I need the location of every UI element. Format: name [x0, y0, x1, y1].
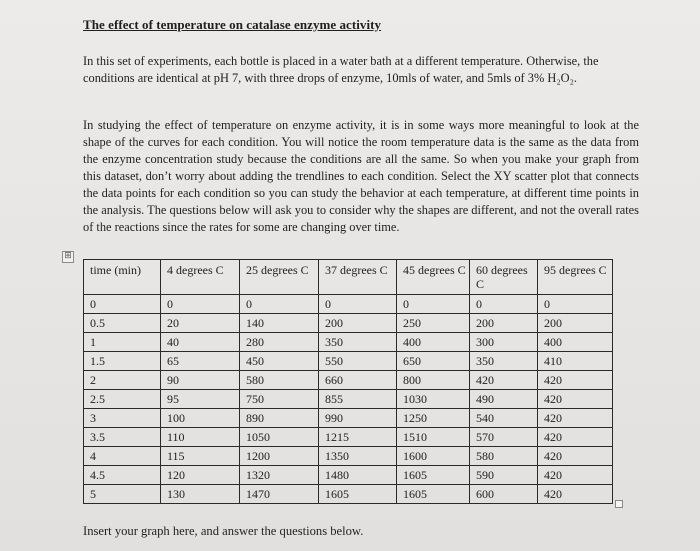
value-cell: 750: [240, 390, 319, 409]
header-95c: 95 degrees C: [538, 260, 613, 295]
time-cell: 4: [84, 447, 161, 466]
header-37c: 37 degrees C: [319, 260, 397, 295]
intro-paragraph: In this set of experiments, each bottle is placed in a water bath at a different temperature. Otherwise, the conditions are identical at pH 7, with three drops of enzyme, 10mls of water, and 5mls of 3% H₂O₂.: [83, 54, 599, 85]
time-cell: 5: [84, 485, 161, 504]
value-cell: 40: [161, 333, 240, 352]
value-cell: 280: [240, 333, 319, 352]
value-cell: 420: [470, 371, 538, 390]
value-cell: 0: [538, 295, 613, 314]
value-cell: 1600: [397, 447, 470, 466]
value-cell: 490: [470, 390, 538, 409]
value-cell: 410: [538, 352, 613, 371]
value-cell: 420: [538, 466, 613, 485]
value-cell: 890: [240, 409, 319, 428]
time-cell: 0: [84, 295, 161, 314]
value-cell: 1470: [240, 485, 319, 504]
header-time: time (min): [84, 260, 161, 295]
insert-graph-prompt: Insert your graph here, and answer the questions below.: [83, 524, 364, 538]
value-cell: 120: [161, 466, 240, 485]
table-row: [84, 485, 613, 504]
value-cell: 0: [161, 295, 240, 314]
table-row: [84, 428, 613, 447]
table-row: [84, 371, 613, 390]
value-cell: 1605: [319, 485, 397, 504]
value-cell: 660: [319, 371, 397, 390]
table-move-handle-icon[interactable]: ⊞: [62, 251, 74, 263]
value-cell: 200: [470, 314, 538, 333]
value-cell: 1050: [240, 428, 319, 447]
value-cell: 1605: [397, 485, 470, 504]
value-cell: 420: [538, 371, 613, 390]
time-cell: 0.5: [84, 314, 161, 333]
table-row: [84, 295, 613, 314]
header-45c: 45 degrees C: [397, 260, 470, 295]
value-cell: 1350: [319, 447, 397, 466]
value-cell: 140: [240, 314, 319, 333]
table-row: [84, 390, 613, 409]
instructions-paragraph: In studying the effect of temperature on enzyme activity, it is in some ways more meaningful to look at the shape of the curves for each condition. You will notice the room temperature data is the same as the data from the enzyme concentration study because the conditions are all the same. So when you make your graph from this dataset, don’t worry about adding the trendlines to each condition. Select the XY scatter plot that connects the data points for each condition so you can study the behavior at each temperature, at different time points in the analysis. The questions below will ask you to consider why the shapes are different, and not the overall rates of the reactions since the rates for some are changing over time.: [83, 118, 639, 234]
value-cell: 95: [161, 390, 240, 409]
value-cell: 130: [161, 485, 240, 504]
value-cell: 1250: [397, 409, 470, 428]
value-cell: 0: [470, 295, 538, 314]
time-cell: 1.5: [84, 352, 161, 371]
value-cell: 990: [319, 409, 397, 428]
value-cell: 1605: [397, 466, 470, 485]
value-cell: 400: [397, 333, 470, 352]
value-cell: 550: [319, 352, 397, 371]
value-cell: 1215: [319, 428, 397, 447]
value-cell: 0: [319, 295, 397, 314]
value-cell: 65: [161, 352, 240, 371]
value-cell: 90: [161, 371, 240, 390]
value-cell: 115: [161, 447, 240, 466]
table-resize-handle[interactable]: [615, 500, 623, 508]
time-cell: 2: [84, 371, 161, 390]
value-cell: 450: [240, 352, 319, 371]
value-cell: 0: [240, 295, 319, 314]
value-cell: 200: [538, 314, 613, 333]
value-cell: 855: [319, 390, 397, 409]
time-cell: 1: [84, 333, 161, 352]
value-cell: 1030: [397, 390, 470, 409]
time-cell: 3.5: [84, 428, 161, 447]
table-header-row: [84, 260, 613, 295]
table-row: [84, 333, 613, 352]
value-cell: 420: [538, 447, 613, 466]
table-row: [84, 314, 613, 333]
header-25c: 25 degrees C: [240, 260, 319, 295]
table-row: [84, 447, 613, 466]
temperature-data-table: [83, 259, 613, 504]
value-cell: 1480: [319, 466, 397, 485]
value-cell: 580: [240, 371, 319, 390]
table-body: [84, 295, 613, 504]
value-cell: 420: [538, 485, 613, 504]
table-row: [84, 409, 613, 428]
value-cell: 580: [470, 447, 538, 466]
value-cell: 0: [397, 295, 470, 314]
value-cell: 590: [470, 466, 538, 485]
value-cell: 540: [470, 409, 538, 428]
header-60c: 60 degrees C: [470, 260, 538, 295]
table-row: [84, 352, 613, 371]
value-cell: 800: [397, 371, 470, 390]
value-cell: 300: [470, 333, 538, 352]
value-cell: 250: [397, 314, 470, 333]
time-cell: 2.5: [84, 390, 161, 409]
value-cell: 1200: [240, 447, 319, 466]
value-cell: 420: [538, 409, 613, 428]
value-cell: 420: [538, 390, 613, 409]
value-cell: 200: [319, 314, 397, 333]
time-cell: 3: [84, 409, 161, 428]
time-cell: 4.5: [84, 466, 161, 485]
value-cell: 570: [470, 428, 538, 447]
header-4c: 4 degrees C: [161, 260, 240, 295]
value-cell: 1320: [240, 466, 319, 485]
value-cell: 400: [538, 333, 613, 352]
table-row: [84, 466, 613, 485]
value-cell: 100: [161, 409, 240, 428]
value-cell: 350: [319, 333, 397, 352]
value-cell: 1510: [397, 428, 470, 447]
page-title: The effect of temperature on catalase enzyme activity: [83, 17, 382, 32]
value-cell: 420: [538, 428, 613, 447]
value-cell: 350: [470, 352, 538, 371]
value-cell: 650: [397, 352, 470, 371]
value-cell: 600: [470, 485, 538, 504]
value-cell: 20: [161, 314, 240, 333]
value-cell: 110: [161, 428, 240, 447]
